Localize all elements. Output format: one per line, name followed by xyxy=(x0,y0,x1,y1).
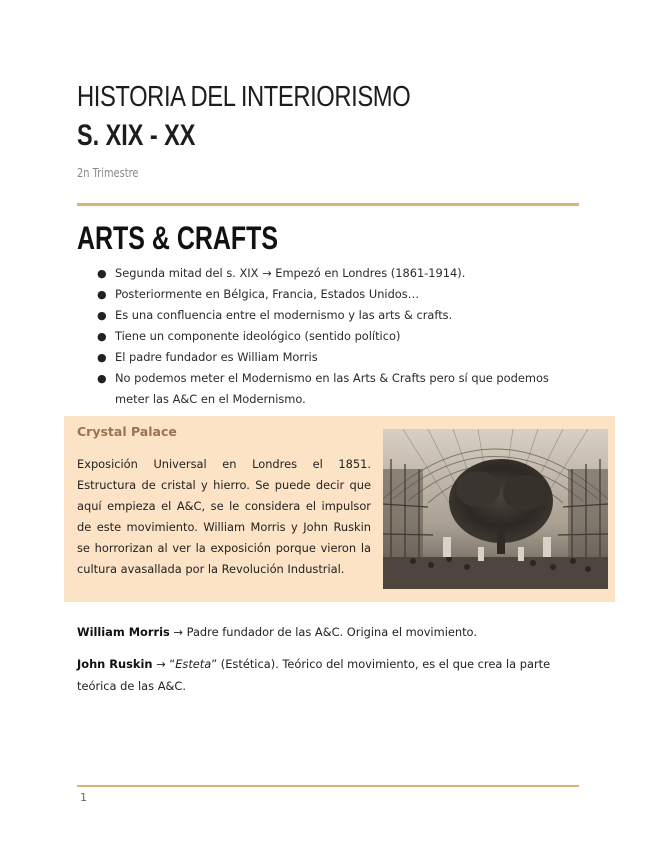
ruskin-prefix: → “ xyxy=(152,657,176,671)
bullet-icon: ● xyxy=(97,288,107,301)
callout-text: Exposición Universal en Londres el 1851. Estructura de cristal y hierro. Se puede decir que aquí empieza el A&C, se le considera el impulsor de este movimiento. William Morris y John Ruskin se horrorizan al ver la exposición porque vieron la cultura avasallada por la Revolución Industrial. xyxy=(77,457,371,576)
list-item-text: Segunda mitad del s. XIX → Empezó en Londres (1861-1914). xyxy=(115,266,466,280)
ruskin-italic-term: Esteta xyxy=(175,657,212,671)
list-item xyxy=(97,347,582,368)
crystal-palace-image xyxy=(383,429,608,589)
list-item-text: Posteriormente en Bélgica, Francia, Estados Unidos… xyxy=(115,287,420,301)
list-item xyxy=(97,263,582,284)
page-number: 1 xyxy=(80,791,87,804)
list-item-text: El padre fundador es William Morris xyxy=(115,350,318,364)
morris-text: → Padre fundador de las A&C. Origina el movimiento. xyxy=(169,625,477,639)
ruskin-text: ” (Estética). Teórico del movimiento, es el que crea la parte teórica de las A&C. xyxy=(77,657,551,693)
bullet-icon: ● xyxy=(97,267,107,280)
morris-name: William Morris xyxy=(77,625,170,639)
ruskin-name: John Ruskin xyxy=(77,657,153,671)
ruskin-paragraph xyxy=(77,653,579,697)
morris-paragraph xyxy=(77,621,579,643)
document-title: HISTORIA DEL INTERIORISMO xyxy=(77,81,411,113)
list-item xyxy=(97,326,582,347)
bullet-icon: ● xyxy=(97,351,107,364)
bullet-list xyxy=(97,263,582,410)
list-item-text: No podemos meter el Modernismo en las Arts & Crafts pero sí que podemos meter las A&C en el Modernismo. xyxy=(115,371,549,406)
list-item-text: Tiene un componente ideológico (sentido político) xyxy=(115,329,401,343)
bullet-icon: ● xyxy=(97,372,107,385)
list-item xyxy=(97,368,582,410)
list-item xyxy=(97,305,582,326)
document-subtitle: S. XIX - XX xyxy=(77,119,196,152)
callout-title: Crystal Palace xyxy=(77,424,177,439)
footer-divider xyxy=(77,785,579,787)
list-item xyxy=(97,284,582,305)
list-item-text: Es una confluencia entre el modernismo y las arts & crafts. xyxy=(115,308,453,322)
crystal-palace-callout xyxy=(64,416,615,602)
header-divider xyxy=(77,203,579,206)
bullet-icon: ● xyxy=(97,309,107,322)
term-label: 2n Trimestre xyxy=(77,166,139,180)
bullet-icon: ● xyxy=(97,330,107,343)
section-heading: ARTS & CRAFTS xyxy=(77,220,279,256)
